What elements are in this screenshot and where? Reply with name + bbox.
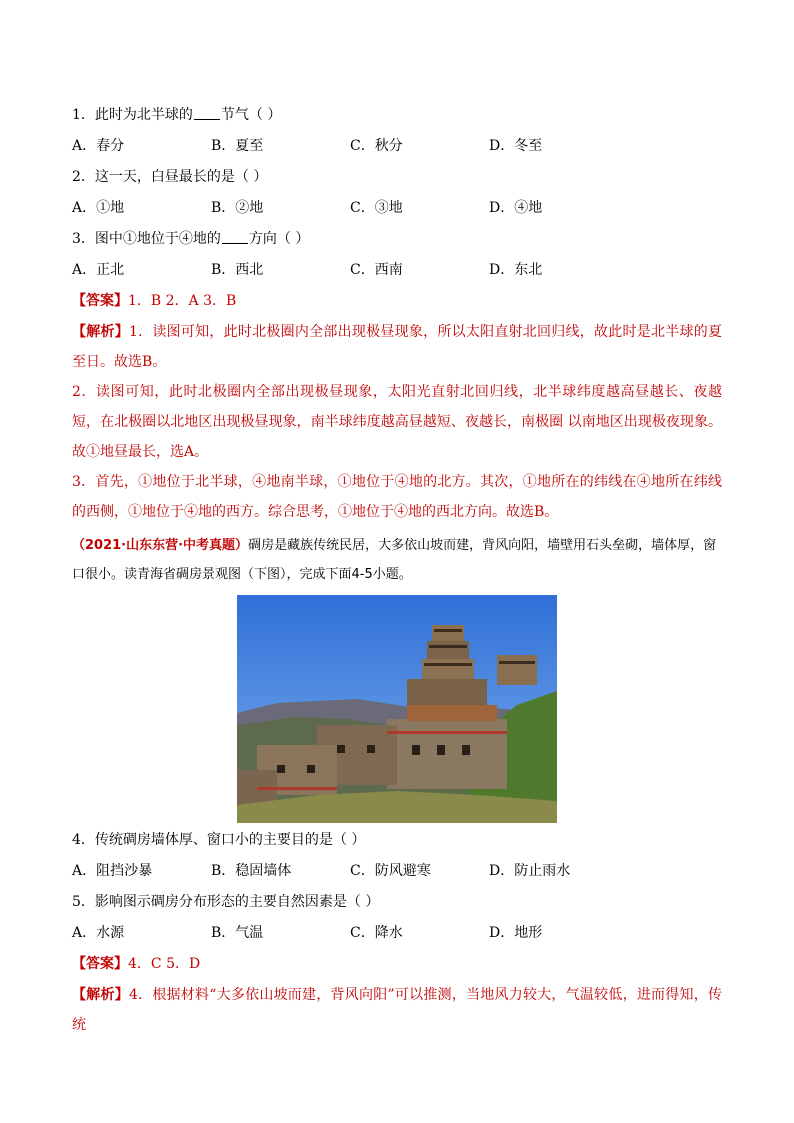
- question-3-options: [72, 255, 722, 286]
- answer-4-5: 【答案】4．C 5．D: [72, 956, 201, 972]
- option-b: B．气温: [211, 925, 264, 941]
- question-4: 4．传统碉房墙体厚、窗口小的主要目的是（ ）: [72, 832, 366, 848]
- option-d: D．④地: [489, 200, 543, 216]
- material-intro: （2021·山东东营·中考真题）碉房是藏族传统民居，大多依山坡而建，背风向阳，墙壁用石头垒砌，墙体厚，窗口很小。读青海省碉房景观图（下图），完成下面4-5小题。: [72, 538, 717, 582]
- option-d: D．地形: [489, 925, 543, 941]
- diaofang-landscape-photo: [237, 595, 557, 823]
- option-a: A．春分: [72, 138, 125, 154]
- question-1-options: [72, 131, 722, 162]
- question-2-options: [72, 193, 722, 224]
- option-a: A．正北: [72, 262, 125, 278]
- question-2: 2．这一天，白昼最长的是（ ）: [72, 169, 268, 185]
- answer-blank: [194, 104, 220, 120]
- option-a: A．①地: [72, 200, 125, 216]
- question-4-options: [72, 856, 722, 887]
- option-d: D．防止雨水: [489, 863, 571, 879]
- option-b: B．②地: [211, 200, 264, 216]
- option-b: B．夏至: [211, 138, 264, 154]
- answer-blank: [222, 228, 248, 244]
- option-c: C．秋分: [350, 138, 403, 154]
- option-d: D．冬至: [489, 138, 543, 154]
- answer-1-3: 【答案】1．B 2．A 3．B: [72, 293, 237, 309]
- question-5: 5．影响图示碉房分布形态的主要自然因素是（ ）: [72, 894, 380, 910]
- option-c: C．降水: [350, 925, 403, 941]
- question-3: 3．图中①地位于④地的 方向（ ）: [72, 224, 722, 255]
- option-c: C．③地: [350, 200, 403, 216]
- analysis-4: 【解析】4．根据材料“大多依山坡而建，背风向阳”可以推测，当地风力较大，气温较低，进而得知，传统: [72, 987, 722, 1033]
- analysis-2: 2．读图可知，此时北极圈内全部出现极昼现象，太阳光直射北回归线，北半球纬度越高昼越长、夜越短，在北极圈以北地区出现极昼现象，南半球纬度越高昼越短、夜越长，南极圈 以南地区出现极夜现象。故①地昼最长，选A。: [72, 384, 722, 460]
- analysis-3: 3．首先，①地位于北半球，④地南半球，①地位于④地的北方。其次，①地所在的纬线在④地所在纬线的西侧，①地位于④地的西方。综合思考，①地位于④地的西北方向。故选B。: [72, 474, 722, 520]
- option-a: A．阻挡沙暴: [72, 863, 153, 879]
- question-1: 1．此时为北半球的 节气（ ）: [72, 100, 722, 131]
- question-source: （2021·山东东营·中考真题）: [72, 538, 249, 553]
- option-b: B．西北: [211, 262, 264, 278]
- option-c: C．防风避寒: [350, 863, 431, 879]
- document-page: [72, 100, 722, 1040]
- option-c: C．西南: [350, 262, 403, 278]
- analysis-1: 【解析】1．读图可知，此时北极圈内全部出现极昼现象，所以太阳直射北回归线，故此时是北半球的夏至日。故选B。: [72, 324, 723, 370]
- option-d: D．东北: [489, 262, 543, 278]
- question-5-options: [72, 918, 722, 949]
- option-b: B．稳固墙体: [211, 863, 292, 879]
- option-a: A．水源: [72, 925, 125, 941]
